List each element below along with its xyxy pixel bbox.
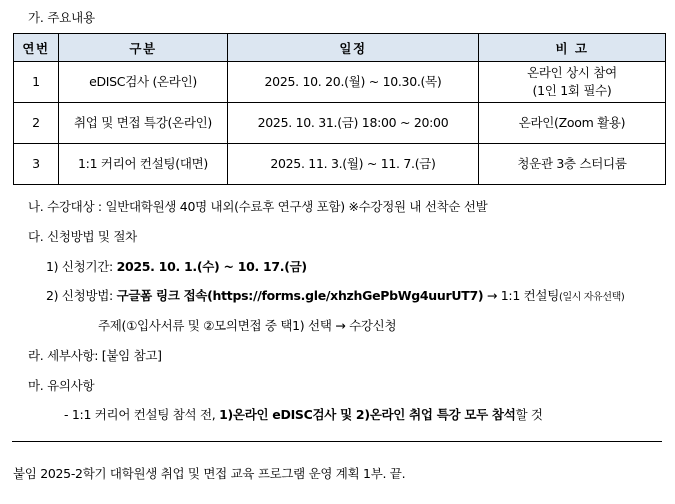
table-header-row: [14, 34, 666, 62]
google-form-link[interactable]: 구글폼 링크 접속(https://forms.gle/xhzhGePbWg4uurUT7): [116, 288, 484, 304]
cell-schedule: 2025. 10. 31.(금) 18:00 ~ 20:00: [228, 103, 479, 144]
cell-no: 2: [14, 103, 59, 144]
bullet-prefix: - 1:1 커리어 컨설팅 참석 전,: [64, 407, 220, 423]
column-header-no: 연번: [14, 34, 59, 62]
column-header-schedule: 일정: [228, 34, 479, 62]
cell-note: 온라인(Zoom 활용): [479, 103, 666, 144]
cell-no: 3: [14, 144, 59, 185]
application-method-arrow: → 1:1 컨설팅: [483, 288, 559, 304]
section-b-text: 나. 수강대상 : 일반대학원생 40명 내외(수료후 연구생 포함) ※수강정원 내 선착순 선발: [28, 199, 488, 214]
cell-note-line2: (1인 1회 필수): [532, 83, 612, 98]
program-schedule-table: [13, 33, 666, 185]
application-period-label: 1) 신청기간:: [46, 258, 117, 274]
application-period-value: 2025. 10. 1.(수) ~ 10. 17.(금): [116, 258, 307, 274]
table-row: [14, 62, 666, 103]
bullet-suffix: 할 것: [515, 407, 543, 423]
document-body: [12, 198, 663, 425]
section-d-text: 라. 세부사항: [붙임 참고]: [28, 347, 162, 363]
cell-note: [479, 62, 666, 103]
horizontal-divider: [12, 441, 662, 442]
section-e-heading: 마. 유의사항: [28, 377, 95, 393]
table-row: [14, 103, 666, 144]
cell-schedule: 2025. 11. 3.(월) ~ 11. 7.(금): [228, 144, 479, 185]
section-e-bullet: [64, 406, 663, 425]
application-period-line: [46, 258, 663, 277]
attachment-footer: 붙임 2025-2학기 대학원생 취업 및 면접 교육 프로그램 운영 계획 1부. 끝.: [13, 466, 406, 481]
application-method-note: (일시 자유선택): [559, 292, 625, 304]
section-a-heading: 가. 주요내용: [28, 10, 95, 25]
cell-division: eDISC검사 (온라인): [59, 62, 228, 103]
cell-division: 취업 및 면접 특강(온라인): [59, 103, 228, 144]
cell-no: 1: [14, 62, 59, 103]
cell-division: 1:1 커리어 컨설팅(대면): [59, 144, 228, 185]
cell-note: 청운관 3층 스터디룸: [479, 144, 666, 185]
table-row: [14, 144, 666, 185]
application-method-line2: 주제(①입사서류 및 ②모의면접 중 택1) 선택 → 수강신청: [98, 318, 397, 333]
column-header-note: 비 고: [479, 34, 666, 62]
section-c-heading: 다. 신청방법 및 절차: [28, 228, 137, 244]
cell-note-line1: 온라인 상시 참여: [527, 64, 617, 80]
application-method-label: 2) 신청방법:: [46, 288, 117, 304]
bullet-emphasis: 1)온라인 eDISC검사 및 2)온라인 취업 특강 모두 참석: [219, 407, 516, 423]
application-method-line: [46, 287, 663, 306]
column-header-division: 구분: [59, 34, 228, 62]
cell-schedule: 2025. 10. 20.(월) ~ 10.30.(목): [228, 62, 479, 103]
